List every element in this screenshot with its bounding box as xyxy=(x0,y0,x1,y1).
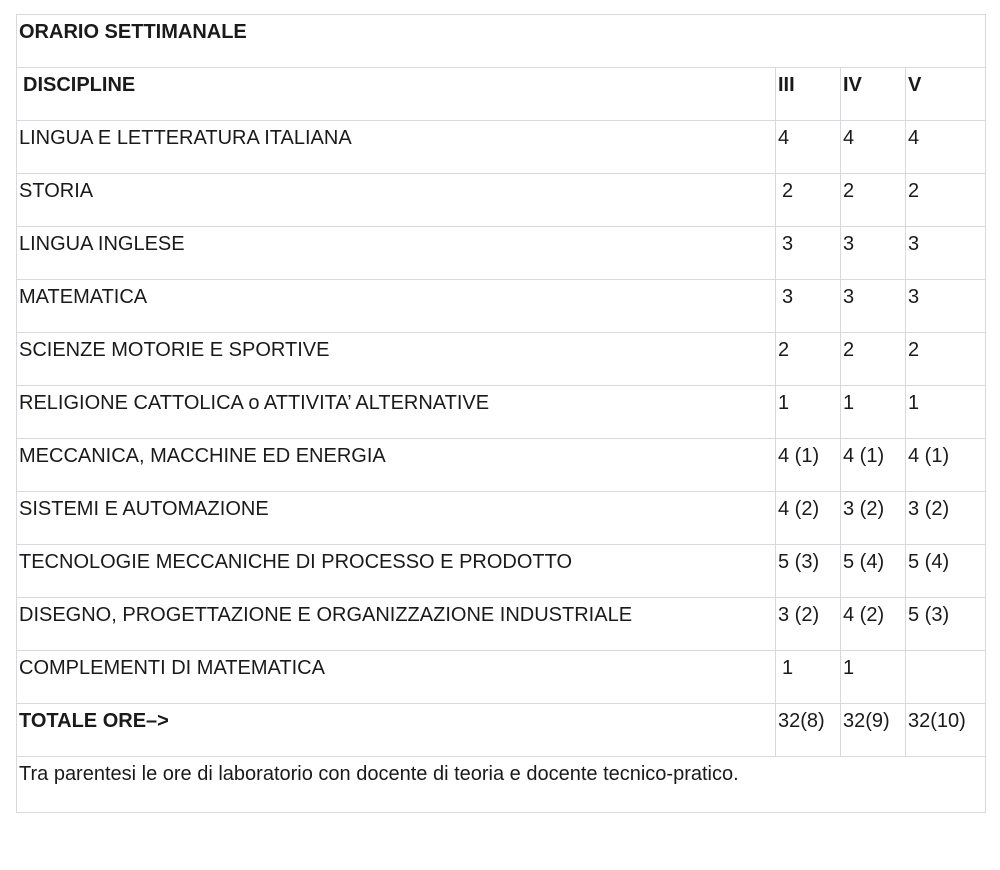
hours-cell: 4 (1) xyxy=(841,439,906,492)
hours-cell: 1 xyxy=(841,651,906,704)
title-row xyxy=(17,15,986,68)
hours-cell: 1 xyxy=(776,386,841,439)
header-year-v: V xyxy=(906,68,986,121)
hours-cell: 3 xyxy=(841,280,906,333)
hours-cell: 3 xyxy=(906,280,986,333)
header-discipline: DISCIPLINE xyxy=(17,68,776,121)
note-row xyxy=(17,757,986,813)
hours-cell: 5 (3) xyxy=(906,598,986,651)
total-label: TOTALE ORE–> xyxy=(17,704,776,757)
total-row xyxy=(17,704,986,757)
header-year-iii: III xyxy=(776,68,841,121)
table-row xyxy=(17,174,986,227)
table-row xyxy=(17,121,986,174)
hours-cell: 4 xyxy=(776,121,841,174)
subject-cell: DISEGNO, PROGETTAZIONE E ORGANIZZAZIONE INDUSTRIALE xyxy=(17,598,776,651)
footnote: Tra parentesi le ore di laboratorio con docente di teoria e docente tecnico-pratico. xyxy=(17,757,986,813)
hours-cell: 2 xyxy=(906,174,986,227)
weekly-schedule-table xyxy=(16,14,986,813)
table-row xyxy=(17,492,986,545)
hours-cell: 3 xyxy=(776,280,841,333)
hours-cell: 4 (1) xyxy=(906,439,986,492)
table-title: ORARIO SETTIMANALE xyxy=(17,15,986,68)
subject-cell: SCIENZE MOTORIE E SPORTIVE xyxy=(17,333,776,386)
hours-cell: 1 xyxy=(906,386,986,439)
hours-cell: 3 (2) xyxy=(841,492,906,545)
table-row xyxy=(17,598,986,651)
hours-cell: 3 (2) xyxy=(906,492,986,545)
header-row xyxy=(17,68,986,121)
subject-cell: STORIA xyxy=(17,174,776,227)
table-row xyxy=(17,439,986,492)
subject-cell: LINGUA E LETTERATURA ITALIANA xyxy=(17,121,776,174)
hours-cell: 5 (4) xyxy=(841,545,906,598)
hours-cell: 2 xyxy=(841,333,906,386)
table-row xyxy=(17,333,986,386)
hours-cell xyxy=(906,651,986,704)
total-hours-cell: 32(9) xyxy=(841,704,906,757)
hours-cell: 2 xyxy=(841,174,906,227)
subject-cell: MATEMATICA xyxy=(17,280,776,333)
table-row xyxy=(17,227,986,280)
subject-cell: RELIGIONE CATTOLICA o ATTIVITA’ ALTERNATIVE xyxy=(17,386,776,439)
hours-cell: 4 xyxy=(841,121,906,174)
hours-cell: 3 xyxy=(776,227,841,280)
hours-cell: 5 (3) xyxy=(776,545,841,598)
subject-cell: MECCANICA, MACCHINE ED ENERGIA xyxy=(17,439,776,492)
table-row xyxy=(17,545,986,598)
table-row xyxy=(17,386,986,439)
table-row xyxy=(17,651,986,704)
hours-cell: 4 (2) xyxy=(841,598,906,651)
header-year-iv: IV xyxy=(841,68,906,121)
total-hours-cell: 32(8) xyxy=(776,704,841,757)
hours-cell: 1 xyxy=(841,386,906,439)
hours-cell: 3 xyxy=(906,227,986,280)
subject-cell: COMPLEMENTI DI MATEMATICA xyxy=(17,651,776,704)
hours-cell: 2 xyxy=(906,333,986,386)
table-row xyxy=(17,280,986,333)
hours-cell: 2 xyxy=(776,333,841,386)
hours-cell: 4 xyxy=(906,121,986,174)
hours-cell: 1 xyxy=(776,651,841,704)
hours-cell: 5 (4) xyxy=(906,545,986,598)
subject-cell: SISTEMI E AUTOMAZIONE xyxy=(17,492,776,545)
subject-cell: LINGUA INGLESE xyxy=(17,227,776,280)
hours-cell: 3 (2) xyxy=(776,598,841,651)
subject-cell: TECNOLOGIE MECCANICHE DI PROCESSO E PRODOTTO xyxy=(17,545,776,598)
total-hours-cell: 32(10) xyxy=(906,704,986,757)
hours-cell: 3 xyxy=(841,227,906,280)
hours-cell: 4 (2) xyxy=(776,492,841,545)
hours-cell: 2 xyxy=(776,174,841,227)
hours-cell: 4 (1) xyxy=(776,439,841,492)
